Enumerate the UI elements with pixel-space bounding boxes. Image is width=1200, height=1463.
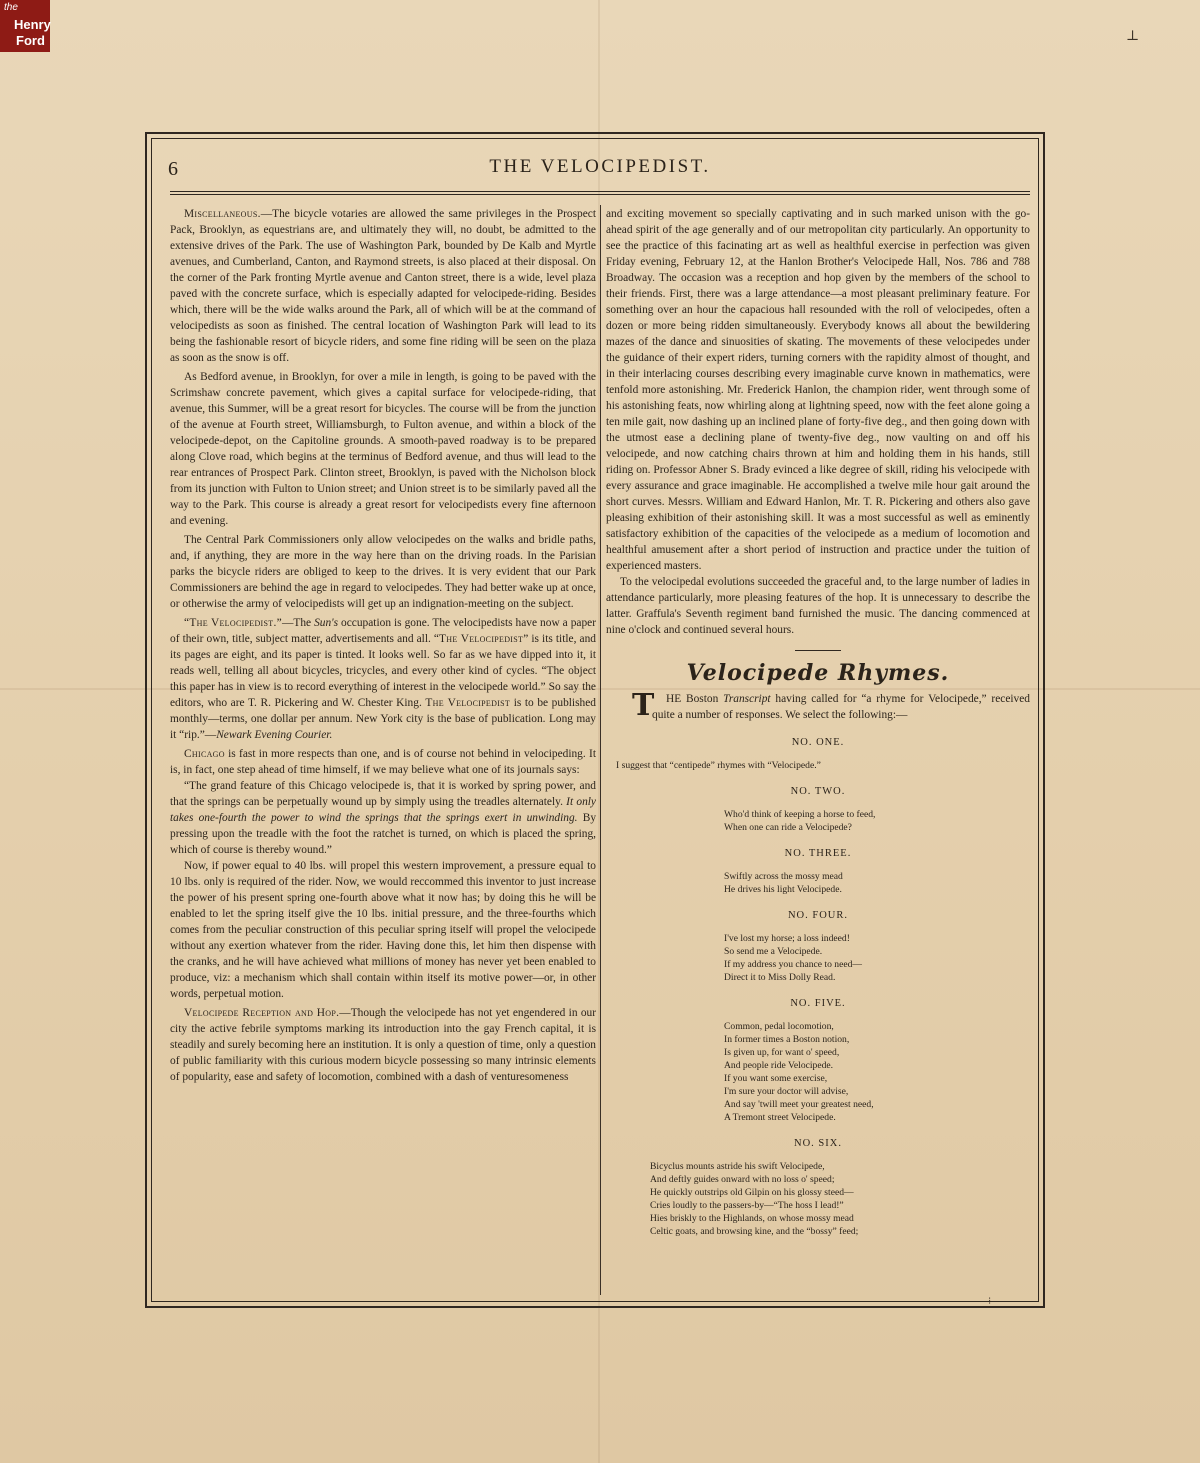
section-rule	[795, 650, 841, 651]
rhymes-heading: Velocipede Rhymes.	[686, 660, 950, 686]
rhyme-verse: Swiftly across the mossy mead He drives his light Velocipede.	[724, 871, 843, 895]
rhyme-verse: I've lost my horse; a loss indeed! So send me a Velocipede. If my address you chance to need— Direct it to Miss Dolly Read.	[724, 933, 862, 983]
column-divider	[600, 205, 601, 1295]
rhyme-number: NO. THREE.	[784, 848, 852, 859]
rhyme-verse: Who'd think of keeping a horse to feed, When one can ride a Velocipede?	[724, 809, 876, 833]
rhyme-number: NO. TWO.	[790, 786, 846, 797]
pin-mark-icon: ⊥	[1126, 29, 1140, 44]
paragraph-reception-and-hop: Velocipede Reception and Hop.—Though the velocipede has not yet engendered in our city the active febrile symptoms marking its introduction into the gay French capital, it is steadily and surely becoming here an institution. It is only a question of time, only a question of public familiarity with this curious modern bicycle possessing so many intrinsic elements of popularity, ease and safety of locomotion, combined with a dash of venturesomeness	[170, 1007, 597, 1083]
continuation-mark: ⁝	[988, 1296, 992, 1307]
paragraph-reception-continued: and exciting movement so specially captivating and in such marked unison with the go-ahead spirit of the age generally and of our metropolitan city particularly. An opportunity to see the practice of this facinating art as well as healthful exercise in perfection was given Friday evening, February 12, at the Hanlon Brother's Velocipede Hall, Nos. 786 and 788 Broadway. The occasion was a reception and hop given by the members of the school to their friends. First, there was a large attendance—a most pleasant preliminary feature. For something over an hour the capacious hall resounded with the roll of velocipedes, often a dozen or more being ridden simultaneously. Everybody knows all about the bewildering mazes of the dance and sinuosities of skating. The movements of these velocipedes under the guidance of their expert riders, turning corners with the rapidity almost of thought, and in their interlacing courses describing every imaginable curve known in mathematics, were tenfold more astonishing. Mr. Frederick Hanlon, the champion rider, went through some of his astonishing feats, now whirling along at lightning speed, now with the feet alone going a ten mile gait, now dashing up an inclined plane of forty-five deg., and then going down with the utmost ease a declining plane of twenty-five deg., now vaulting on and off his velocipede, and now catching chairs thrown at him and holding them in his hands, still riding on. Professor Abner S. Brady evinced a like degree of skill, riding his velocipede with every assurance and grace imaginable. He accomplished a twelve mile hour gait around the short curves. Messrs. William and Edward Hanlon, Mr. T. R. Pickering and others also gave pleasing exhibition of their astonishing skill. It was a most successful as well as eminently satisfactory exhibition of the capacities of the velocipede as a medium of locomotion and healthful amusement after a short period of instruction and practice under the tuition of experienced masters.	[606, 208, 1030, 572]
paragraph-chicago: Chicago is fast in more respects than one, and is of course not behind in velocipeding. It is, in fact, one step ahead of time himself, if we may believe what one of its journals says:	[170, 748, 596, 776]
page-title: THE VELOCIPEDIST.	[489, 156, 711, 177]
rhymes-intro: T HE Boston Transcript having called for “a rhyme for Velocipede,” received quite a number of responses. We select the following:—	[606, 691, 1030, 723]
rhyme-number: NO. FIVE.	[790, 998, 846, 1009]
rhyme-verse: Bicyclus mounts astride his swift Velocipede, And deftly guides onward with no loss o' speed; He quickly outstrips old Gilpin on his glossy steed— Cries loudly to the passers-by—“The hoss I lead!” Hies briskly to the Highlands, on whose mossy mead Celtic goats, and browsing kine, and the “bossy” feed;	[650, 1161, 859, 1237]
left-column	[170, 206, 596, 1085]
paragraph-miscellaneous: Miscellaneous.—The bicycle votaries are allowed the same privileges in the Prospect Pack, Brooklyn, as equestrians are, and ultimately they will, no doubt, be admitted to the extensive drives of the Park. The use of Washington Park, bounded by De Kalb and Myrtle avenues, and Cumberland, Canton, and Raymond streets, is also placed at their disposal. On the corner of the Park fronting Myrtle avenue and Canton street, there is a wide, level plaza paved with the concrete surface, which is especially adapted for velocipede-riding. Besides which, there will be the wide walks around the Park, all of which will be at the command of velocipedists as soon as finished. The central location of Washington Park will lead to its being the fashionable resort of bicycle riders, and some fine riding will be seen on the plaza as soon as the snow is off.	[170, 208, 596, 364]
page-number: 6	[168, 158, 178, 180]
henry-ford-logo: the Henry Ford	[0, 0, 50, 52]
paragraph-spring-power: Now, if power equal to 40 lbs. will propel this western improvement, a pressure equal to 10 lbs. only is required of the rider. Now, we would reccommed this inventor to just increase the power of his present spring one-fourth above what it now has; by doing this he will be enabled to let the spring itself give the 10 lbs. initial pressure, and the three-fourths which comes from the peculiar construction of this peculiar spring itself will propel the velocipede without any exertion whatever from the rider. Having done this, let him then dispense with the cranks, and he will have achieved what millions of money has never yet been enabled to produce, viz: a mechanism which shall contain within itself its motive power—or, in other words, perpetual motion.	[170, 860, 596, 1000]
rhyme-verse: I suggest that “centipede” rhymes with “Velocipede.”	[616, 760, 821, 771]
paragraph-bedford-avenue: As Bedford avenue, in Brooklyn, for over a mile in length, is going to be paved with the Scrimshaw concrete pavement, which gives a capital surface for velocipede-riding, that avenue, this Summer, will be a great resort for bicycles. The course will be from the junction of the avenue at Fourth street, Williamsburgh, to Fulton avenue, and within a block of the velocipede-depot, on the Capitoline grounds. A smooth-paved roadway is to be prepared along Clove road, which begins at the terminus of Bedford avenue, and thus will lead to the rear entrances of Prospect Park. Clinton street, Brooklyn, is paved with the Nicholson block from its junction with Fulton to Union street; and Union street is to be similarly paved all the way to the Park. This course is already a great resort for velocipedists every fine afternoon and evening.	[170, 371, 596, 527]
paragraph-the-velocipedist: “The Velocipedist.”—The Sun's occupation is gone. The velocipedists have now a paper of their own, title, subject matter, advertisements and all. “The Velocipedist” is its title, and its pages are eight, and its paper is tinted. It looks well. So far as we have dipped into it, it reads well, telling all about bicycles, tricycles, and every other kind of cycles. “The object this paper has in view is to record everything of interest in the velocipede world.” So say the editors, who are T. R. Pickering and W. Chester King. The Velocipedist is to be published monthly—terms, one dollar per annum. New York city is the base of publication. Long may it “rip.”—Newark Evening Courier.	[170, 617, 597, 741]
rhyme-number: NO. ONE.	[791, 737, 845, 748]
rhyme-verse: Common, pedal locomotion, In former times a Boston notion, Is given up, for want o' speed, And people ride Velocipede. If you want some exercise, I'm sure your doctor will advise, And say 'twill meet your greatest need, A Tremont street Velocipede.	[724, 1021, 874, 1123]
header-rule	[170, 191, 1030, 192]
right-column	[606, 206, 1030, 1238]
drop-cap: T	[632, 688, 655, 723]
paragraph-hop: To the velocipedal evolutions succeeded the graceful and, to the large number of ladies in attendance particularly, more pleasing features of the hop. It is unnecessary to describe the latter. Graffula's Seventh regiment band furnished the music. The dancing commenced at nine o'clock and continued several hours.	[606, 576, 1030, 636]
rhyme-number: NO. FOUR.	[787, 910, 849, 921]
header-rule-second	[170, 194, 1030, 195]
paragraph-central-park: The Central Park Commissioners only allow velocipedes on the walks and bridle paths, and, if anything, they are more in the way here than on the driving roads. In the Parisian parks the bicycle riders are obliged to keep to the drives. It is very evident that our Park Commissioners are behind the age in regard to velocipedes. They had better wake up at once, or otherwise the army of velocipedists will get up an indignation-meeting on the subject.	[170, 534, 596, 610]
paragraph-chicago-quote: “The grand feature of this Chicago velocipede is, that it is worked by spring power, and that the springs can be perpetually wound up by simply using the treadles alternately. It only takes one-fourth the power to wind the springs that the springs exert in unwinding. By pressing upon the treadle with the foot the ratchet is turned, on which is placed the spring, which of course is thereby wound.”	[170, 780, 597, 856]
rhyme-number: NO. SIX.	[794, 1138, 842, 1149]
